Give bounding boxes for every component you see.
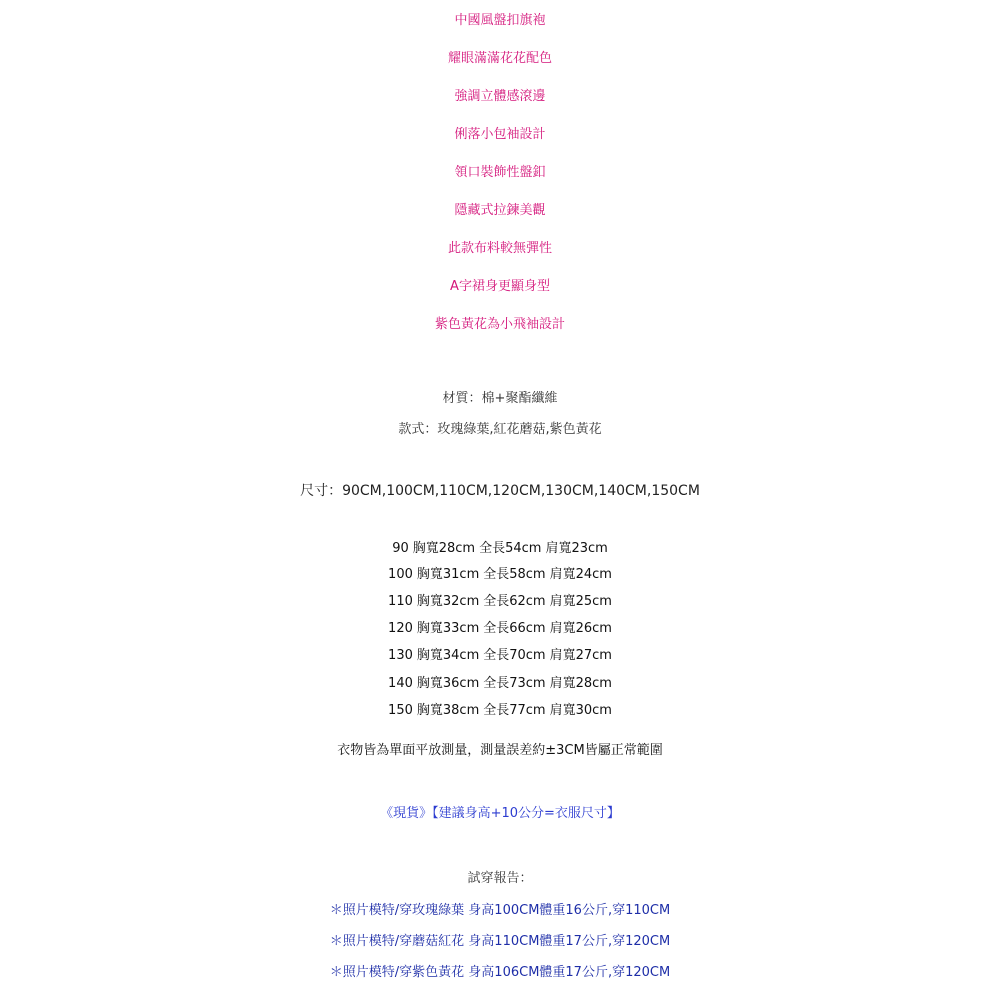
measure-shoulder: 肩寬27cm xyxy=(549,648,612,663)
measurement-row xyxy=(0,703,1000,719)
measure-shoulder: 肩寬26cm xyxy=(549,621,612,636)
measure-chest: 胸寬28cm xyxy=(412,541,476,556)
measure-chest: 胸寬31cm xyxy=(416,567,480,582)
measure-shoulder: 肩寬25cm xyxy=(549,594,612,609)
measure-length: 全長70cm xyxy=(483,648,546,663)
measure-shoulder: 肩寬28cm xyxy=(549,676,612,691)
measure-chest: 胸寬38cm xyxy=(416,703,480,718)
measure-chest: 胸寬36cm xyxy=(416,676,480,691)
feature-line: A字裙身更顯身型 xyxy=(450,279,550,294)
measure-length: 全長62cm xyxy=(483,594,546,609)
measurement-row xyxy=(0,594,1000,610)
measurement-row xyxy=(0,621,1000,637)
measurement-note: 衣物皆為單面平放測量，測量誤差約±3CM皆屬正常範圍 xyxy=(337,743,663,758)
fitting-report-line: ＊照片模特/穿蘑菇紅花 身高110CM體重17公斤,穿120CM xyxy=(329,934,671,949)
measurement-row xyxy=(0,567,1000,583)
measure-shoulder: 肩寬23cm xyxy=(545,541,608,556)
measure-size: 110 xyxy=(388,594,413,609)
measure-chest: 胸寬33cm xyxy=(416,621,480,636)
material-text: 材質：棉+聚酯纖維 xyxy=(442,391,558,406)
feature-line: 耀眼滿滿花花配色 xyxy=(447,51,552,66)
feature-line: 此款布料較無彈性 xyxy=(447,241,552,256)
feature-line: 強調立體感滾邊 xyxy=(454,89,546,104)
measurement-row xyxy=(0,676,1000,692)
feature-line: 隱藏式拉鍊美觀 xyxy=(454,203,546,218)
styles-text: 款式：玫瑰綠葉,紅花蘑菇,紫色黃花 xyxy=(398,422,602,437)
measure-size: 150 xyxy=(388,703,413,718)
stock-note: 《現貨》【建議身高+10公分=衣服尺寸】 xyxy=(380,806,620,821)
measurement-row xyxy=(0,648,1000,664)
feature-line: 中國風盤扣旗袍 xyxy=(454,13,546,28)
measure-size: 130 xyxy=(388,648,413,663)
measure-length: 全長73cm xyxy=(483,676,546,691)
measurement-row xyxy=(0,541,1000,557)
measure-chest: 胸寬34cm xyxy=(416,648,480,663)
feature-line: 俐落小包袖設計 xyxy=(454,127,546,142)
measure-chest: 胸寬32cm xyxy=(416,594,480,609)
measure-length: 全長66cm xyxy=(483,621,546,636)
measure-size: 120 xyxy=(388,621,413,636)
measure-size: 140 xyxy=(388,676,413,691)
measure-length: 全長54cm xyxy=(479,541,542,556)
measure-size: 100 xyxy=(388,567,413,582)
measure-size: 90 xyxy=(392,541,409,556)
fitting-report-line: ＊照片模特/穿紫色黃花 身高106CM體重17公斤,穿120CM xyxy=(329,965,671,980)
measure-shoulder: 肩寬24cm xyxy=(549,567,612,582)
measure-length: 全長58cm xyxy=(483,567,546,582)
measure-shoulder: 肩寬30cm xyxy=(549,703,612,718)
fitting-report-title: 試穿報告： xyxy=(467,871,533,886)
fitting-report-line: ＊照片模特/穿玫瑰綠葉 身高100CM體重16公斤,穿110CM xyxy=(329,903,671,918)
feature-line: 紫色黃花為小飛袖設計 xyxy=(434,317,565,332)
sizes-text: 尺寸：90CM,100CM,110CM,120CM,130CM,140CM,150CM xyxy=(300,483,700,499)
feature-line: 領口裝飾性盤釦 xyxy=(454,165,546,180)
measure-length: 全長77cm xyxy=(483,703,546,718)
